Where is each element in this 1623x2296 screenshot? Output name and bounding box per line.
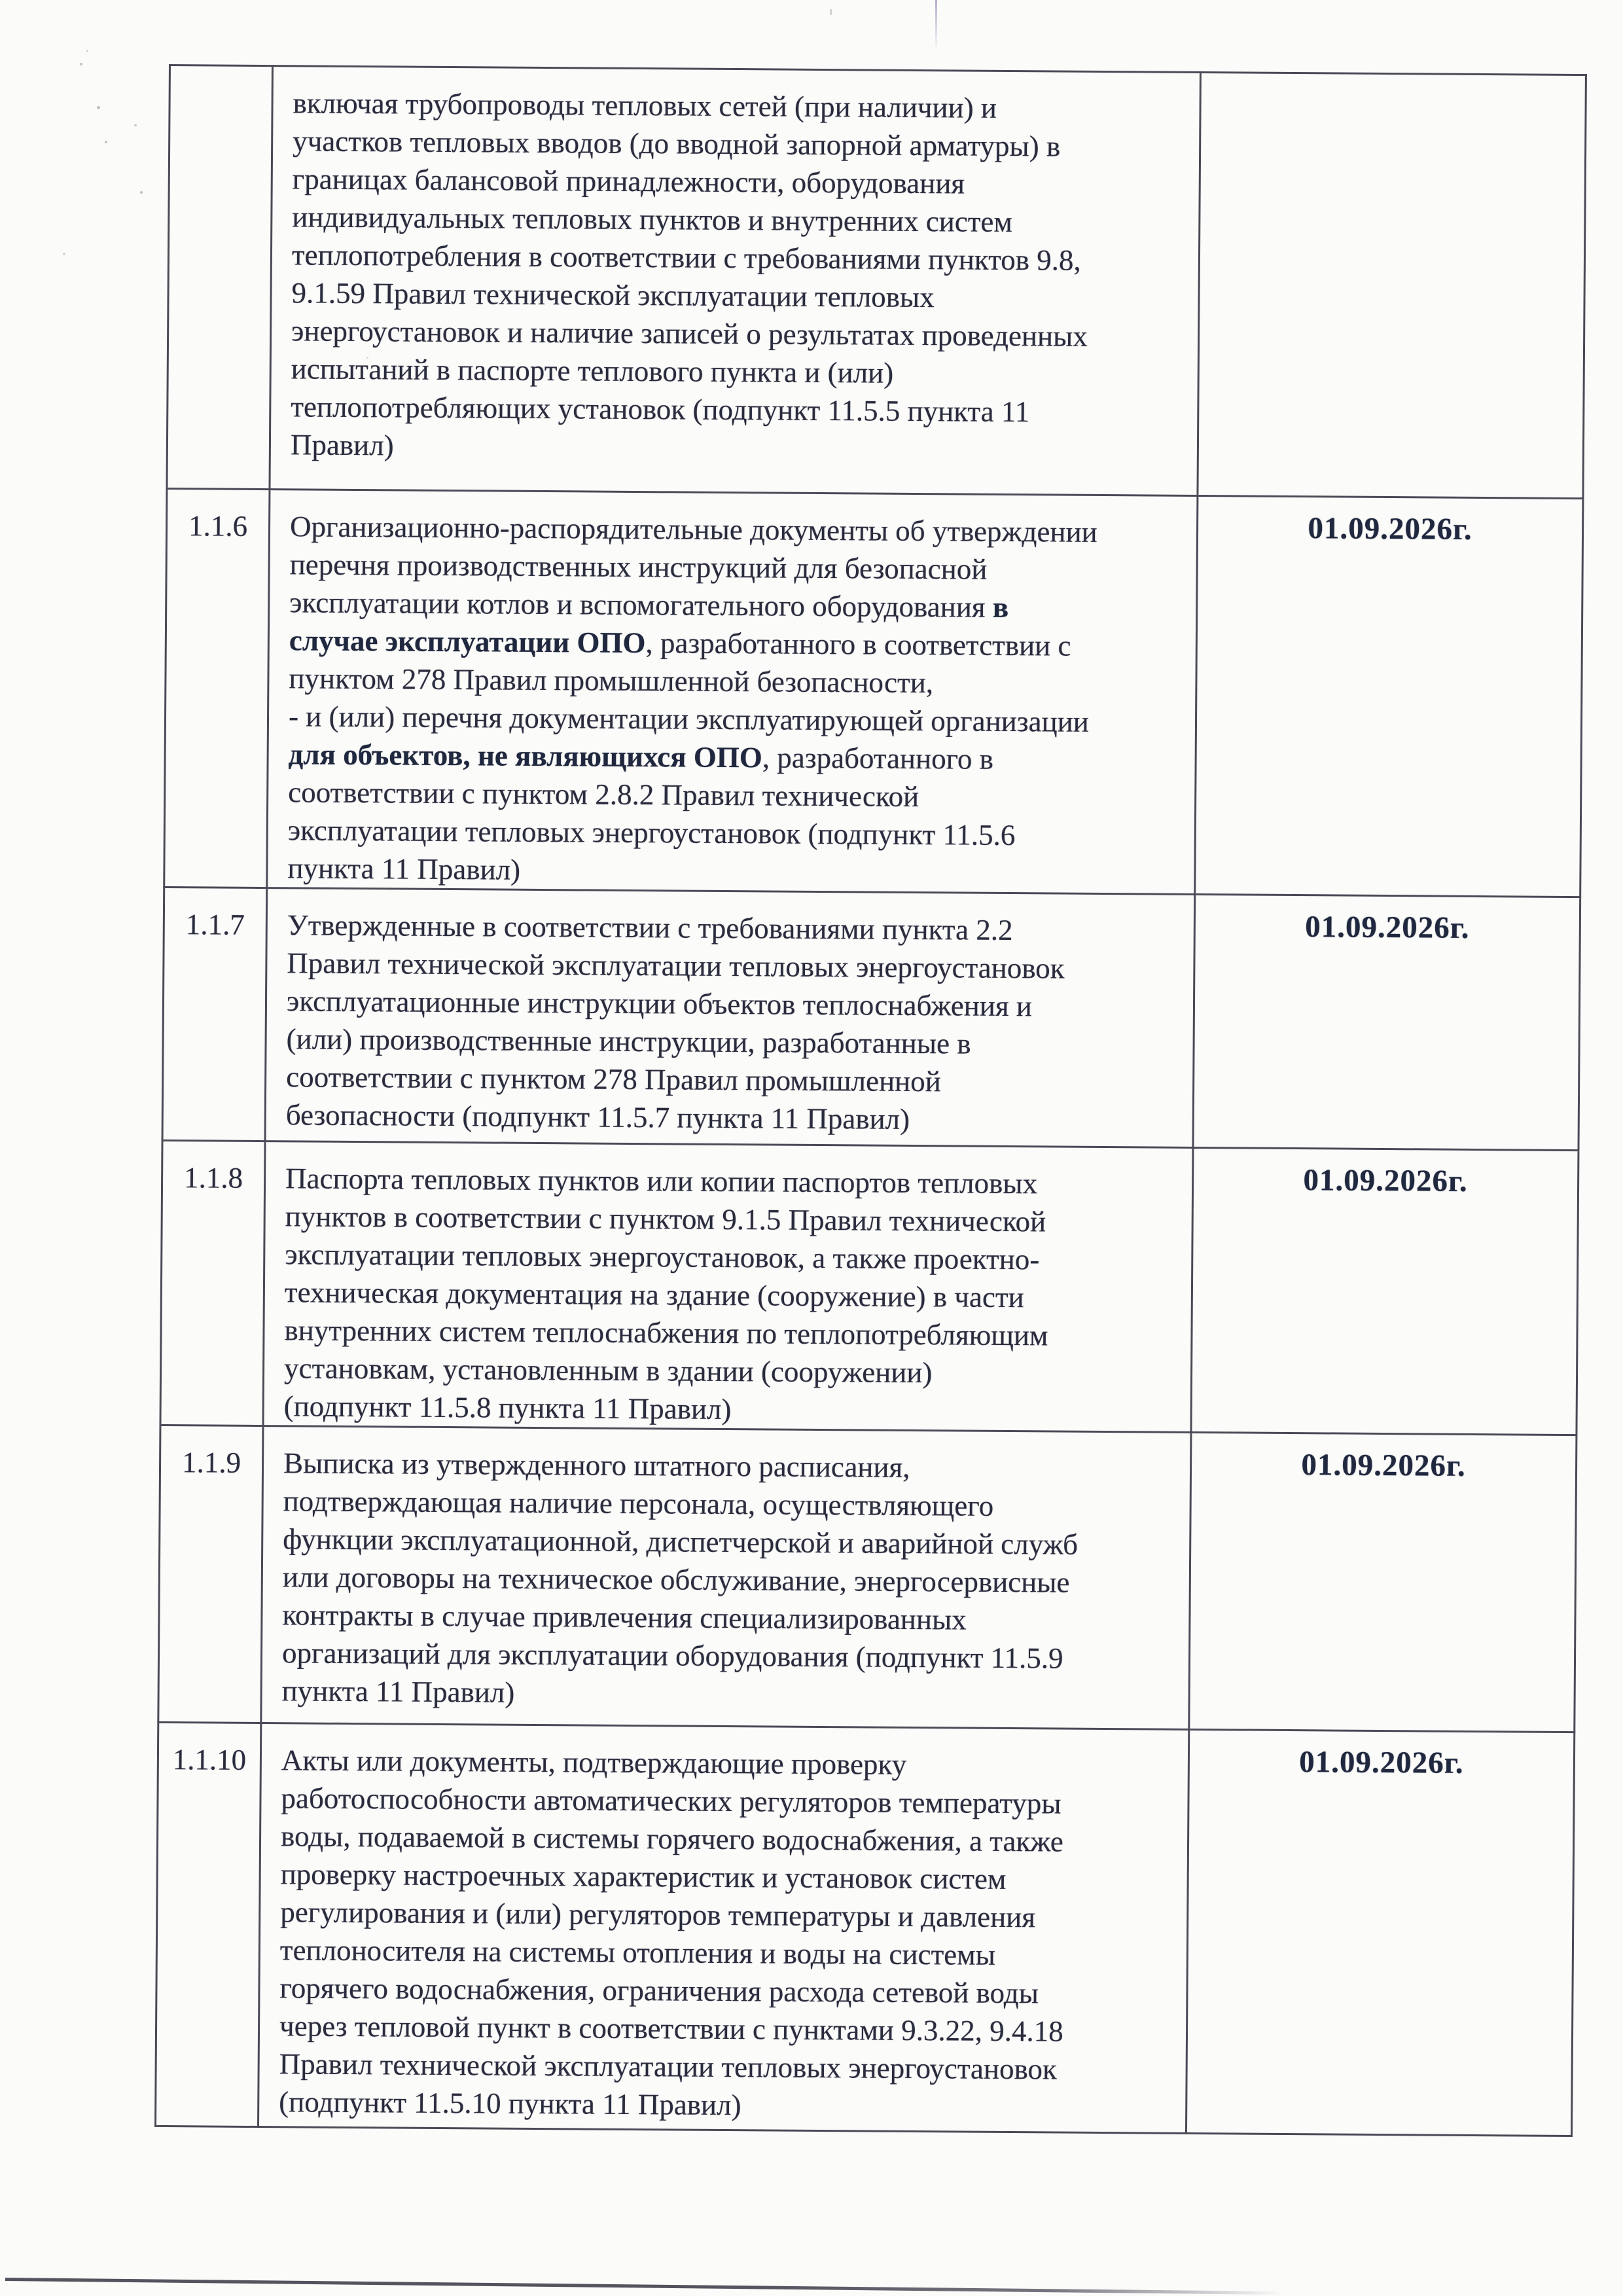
- table-row: [160, 1140, 1578, 1435]
- table-row: [156, 1722, 1575, 2136]
- scan-noise-speck: [140, 191, 143, 194]
- row-text-cell: Акты или документы, подтверждающие проверку работоспособности автоматических регуляторов температуры воды, подаваемой в системы горячего водоснабжения, а также проверку настроечных характеристик и установок систем регулирования и (или) регуляторов температуры и давления теплоносителя на системы отопления и воды на системы горячего водоснабжения, ограничения расхода сетевой воды через тепловой пункт в соответствии с пунктами 9.3.22, 9.4.18 Правил технической эксплуатации тепловых энергоустановок (подпункт 11.5.10 пункта 11 Правил): [259, 1723, 1189, 2134]
- row-date-cell: 01.09.2026г.: [1191, 1147, 1578, 1435]
- table-row: [167, 65, 1586, 499]
- scan-noise-speck: [105, 141, 107, 143]
- row-text-cell: Утвержденные в соответствии с требованиями пункта 2.2 Правил технической эксплуатации тепловых энергоустановок эксплуатационные инструкции объектов теплоснабжения и (или) производственные инструкции, разработанные в соответствии с пунктом 278 Правил промышленной безопасности (подпункт 11.5.7 пункта 11 Правил): [265, 888, 1195, 1148]
- scan-noise-speck: [80, 63, 82, 65]
- row-text-cell: Организационно-распорядительные документы об утверждении перечня производственных инструкций для безопасной эксплуатации котлов и вспомогательного оборудования в случае эксплуатации ОПО, разработанного в соответствии с пунктом 278 Правил промышленной безопасности, - и (или) перечня документации эксплуатирующей организации для объектов, не являющихся ОПО, разработанного в соответствии с пунктом 2.8.2 Правил технической эксплуатации тепловых энергоустановок (подпункт 11.5.6 пункта 11 Правил): [267, 490, 1198, 895]
- table-row: [162, 887, 1580, 1150]
- row-text-cell: Выписка из утвержденного штатного расписания, подтверждающая наличие персонала, осуществляющего функции эксплуатационной, диспетчерской и аварийной служб или договоры на техническое обслуживание, энергосервисные контракты в случае привлечения специализированных организаций для эксплуатации оборудования (подпункт 11.5.9 пункта 11 Правил): [261, 1426, 1191, 1730]
- requirements-table: [154, 64, 1587, 2137]
- scan-noise-speck: [86, 50, 88, 52]
- row-date-cell: 01.09.2026г.: [1186, 1729, 1574, 2136]
- scan-bottom-edge-line: [5, 2278, 1311, 2295]
- row-number-cell: [167, 65, 273, 490]
- row-number-cell: 1.1.10: [156, 1722, 261, 2126]
- scan-noise-speck: [63, 253, 65, 255]
- requirements-table-body: [156, 65, 1586, 2136]
- row-text-cell: Паспорта тепловых пунктов или копии паспортов тепловых пунктов в соответствии с пунктом 9.1.5 Правил технической эксплуатации тепловых энергоустановок, а также проектно- техническая документация на здание (сооружение) в части внутренних систем теплоснабжения по теплопотребляющим установкам, установленным в здании (сооружении) (подпункт 11.5.8 пункта 11 Правил): [263, 1141, 1193, 1433]
- table-row: [164, 488, 1583, 897]
- scan-noise-speck: [830, 9, 832, 15]
- scan-artifact-vertical-line: [935, 0, 937, 52]
- row-date-cell: 01.09.2026г.: [1193, 894, 1580, 1150]
- scan-noise-speck: [134, 124, 137, 126]
- row-date-cell: 01.09.2026г.: [1195, 495, 1583, 897]
- table-row: [158, 1425, 1577, 1732]
- row-date-cell: [1198, 73, 1586, 499]
- row-number-cell: 1.1.6: [164, 488, 270, 888]
- row-text-cell: включая трубопроводы тепловых сетей (при наличии) и участков тепловых вводов (до вводной запорной арматуры) в границах балансовой принадлежности, оборудования индивидуальных тепловых пунктов и внутренних систем теплопотребления в соответствии с требованиями пунктов 9.8, 9.1.59 Правил технической эксплуатации тепловых энергоустановок и наличие записей о результатах проведенных испытаний в паспорте теплового пункта и (или) теплопотребляющих установок (подпункт 11.5.5 пункта 11 Правил): [270, 66, 1200, 496]
- row-number-cell: 1.1.7: [162, 887, 267, 1141]
- row-number-cell: 1.1.8: [160, 1140, 265, 1426]
- row-date-cell: 01.09.2026г.: [1189, 1432, 1577, 1732]
- row-number-cell: 1.1.9: [158, 1425, 263, 1723]
- scan-noise-speck: [97, 106, 100, 109]
